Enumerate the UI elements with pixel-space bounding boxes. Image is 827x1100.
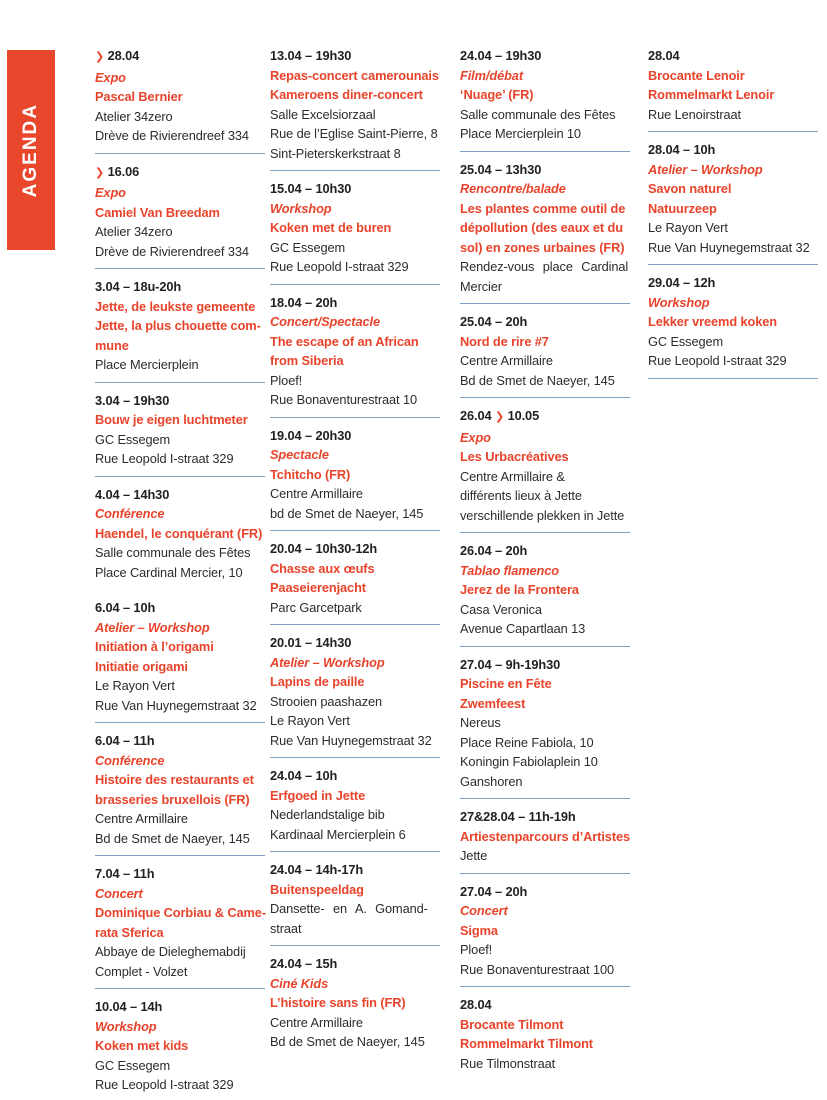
event-line-addr: Rue Leopold I-straat 329 [648,353,787,368]
event-line-addr: Rue Van Huynegemstraat 32 [95,697,257,713]
event-line-addr: Bd de Smet de Naeyer, 145 [460,372,615,388]
separator-line [95,855,265,856]
event-line-title: The escape of an African [270,333,419,349]
event-entry [460,995,636,1073]
event-line-addr: Rue de l’Eglise Saint-Pierre, 8 [270,126,438,141]
event-line-cat: Concert/Spectacle [270,314,380,329]
event-line-addr: Mercier [460,278,502,294]
event-line-date: 19.04 – 20h30 [270,427,352,443]
separator-line [270,757,440,758]
event-line-title: brasseries bruxellois (FR) [95,791,250,807]
event-line-addr: Bd de Smet de Naeyer, 145 [95,830,250,846]
event-line-addr: Centre Armillaire & [460,468,565,484]
event-line-date: 3.04 – 19h30 [95,392,170,408]
event-line-addr: straat [270,920,302,936]
event-line-title: Erfgoed in Jette [270,787,366,803]
event-entry [648,46,824,124]
event-line-title: Dominique Corbiau & Came- [95,905,266,920]
event-line-date: 20.01 – 14h30 [270,635,352,650]
event-line-cat: Rencontre/balade [460,181,566,196]
event-line-addr: Atelier 34zero [95,224,173,239]
event-column [648,46,824,387]
event-line-addr: Centre Armillaire [270,1014,363,1030]
event-line-cat: Workshop [95,1018,157,1034]
event-entry [460,882,636,980]
event-line-title: Bouw je eigen luchtmeter [95,412,248,427]
separator-line [95,476,265,477]
event-line-title: ‘Nuage’ (FR) [460,87,534,102]
event-entry [460,312,636,390]
event-entry [95,162,271,262]
event-line-title: Les plantes comme outil de [460,200,626,216]
event-line-addr: Ploef! [460,942,493,957]
event-entry [270,179,446,277]
event-line-title: Brocante Lenoir [648,67,745,83]
event-line-cat: Concert [460,903,508,918]
event-entry [270,293,446,410]
separator-line [95,589,265,590]
event-entry [460,46,636,144]
event-line-date: 27&28.04 – 11h-19h [460,809,576,824]
event-line-addr: Strooien paashazen [270,693,383,709]
event-line-date: 28.04 [460,997,492,1012]
event-line-date: 6.04 – 10h [95,600,156,615]
event-line-title: Camiel Van Breedam [95,204,220,220]
event-line-date: 24.04 – 19h30 [460,48,542,63]
event-line-addr: Nederlandstalige bib [270,807,385,822]
separator-line [270,851,440,852]
event-line-cat: Workshop [648,294,710,310]
event-line-addr: Rue Leopold I-straat 329 [95,451,234,466]
separator-line [270,170,440,171]
event-line-addr: Ganshoren [460,773,523,789]
event-line-addr: Bd de Smet de Naeyer, 145 [270,1034,425,1049]
event-line-title: Jerez de la Frontera [460,582,579,597]
event-column [270,46,446,1052]
event-line-title: Lekker vreemd koken [648,314,777,329]
event-line-date: 25.04 – 20h [460,314,528,329]
event-line-title: Artiestenparcours d’Artistes [460,828,631,844]
event-line-cat: Expo [95,69,126,85]
event-line-title: Jette, de leukste gemeente [95,298,256,314]
event-line-addr: Centre Armillaire [460,353,553,368]
event-line-addr: Avenue Capartlaan 13 [460,621,586,636]
event-line-date: 13.04 – 19h30 [270,48,352,63]
event-line-title: Brocante Tilmont [460,1016,564,1032]
event-line-cat: Tablao flamenco [460,562,560,578]
event-line-title: Koken met de buren [270,220,392,235]
event-line-addr: Drève de Rivierendreef 334 [95,128,249,143]
event-line-addr: bd de Smet de Naeyer, 145 [270,505,424,521]
event-line-cat: Expo [460,429,491,445]
event-line-title: L’histoire sans fin (FR) [270,995,406,1010]
event-line-addr: Le Rayon Vert [270,713,350,728]
event-line-title: sol) en zones urbaines (FR) [460,239,625,255]
event-line-addr: Le Rayon Vert [95,678,175,693]
event-line-title: Jette, la plus chouette com- [95,318,261,333]
event-line-date: 7.04 – 11h [95,866,155,881]
event-line-cat: Spectacle [270,447,329,462]
event-entry [460,807,636,866]
separator-line [95,382,265,383]
separator-line [460,303,630,304]
separator-line [270,945,440,946]
separator-line [270,624,440,625]
event-line-date: 27.04 – 9h-19h30 [460,656,561,672]
event-line-cat: Ciné Kids [270,975,329,991]
event-entry [95,864,271,981]
event-entry [270,633,446,750]
event-line-addr: Atelier 34zero [95,108,173,124]
event-line-addr: Salle communale des Fêtes [95,545,251,560]
event-line-date: ❯ 16.06 [95,163,140,179]
event-line-date: 20.04 – 10h30-12h [270,541,378,556]
event-line-date: 27.04 – 20h [460,883,528,899]
separator-line [460,532,630,533]
event-line-addr: Dansette- en A. Gomand- [270,901,428,916]
event-line-title: rata Sferica [95,924,164,940]
event-entry [648,273,824,371]
event-line-addr: Le Rayon Vert [648,220,728,235]
event-line-addr: Salle Excelsiorzaal [270,106,376,122]
event-line-title: Pascal Bernier [95,89,183,104]
event-line-addr: verschillende plekken in Jette [460,507,625,523]
separator-line [648,378,818,379]
separator-line [460,873,630,874]
event-line-addr: Rue Leopold I-straat 329 [95,1077,234,1092]
event-line-cat: Atelier – Workshop [95,619,210,635]
chevron-right-icon: ❯ [95,166,105,179]
event-line-date: 24.04 – 14h-17h [270,862,364,877]
chevron-right-icon: ❯ [95,51,105,63]
event-line-addr: Jette [460,848,488,863]
separator-line [270,417,440,418]
event-line-addr: Rue Van Huynegemstraat 32 [648,239,810,255]
event-entry [460,541,636,639]
event-entry [270,46,446,163]
event-line-addr: Rue Bonaventurestraat 10 [270,392,417,407]
event-line-title: Piscine en Fête [460,676,552,691]
event-column [460,46,636,1073]
event-line-addr: Abbaye de Dieleghemabdij [95,944,246,959]
event-line-title: Les Urbacréatives [460,449,569,464]
event-line-title: dépollution (des eaux et du [460,220,623,235]
event-line-title: from Siberia [270,353,344,368]
event-line-addr: Rue Leopold I-straat 329 [270,259,409,274]
event-line-addr: Casa Veronica [460,601,542,617]
event-line-date: 28.04 [648,48,680,63]
event-line-addr: Centre Armillaire [95,811,188,826]
event-line-addr: GC Essegem [648,333,724,349]
event-entry [270,766,446,844]
event-entry [460,655,636,792]
event-line-title: Nord de rire #7 [460,333,549,349]
event-line-cat: Atelier – Workshop [270,654,385,670]
event-line-title: Sigma [460,922,498,938]
separator-line [95,268,265,269]
event-entry [95,997,271,1095]
separator-line [95,988,265,989]
event-line-addr: Rue Tilmonstraat [460,1055,556,1071]
event-line-date: 29.04 – 12h [648,275,716,290]
event-line-addr: Rue Van Huynegemstraat 32 [270,732,432,748]
event-line-addr: Sint-Pieterskerkstraat 8 [270,145,401,161]
event-entry [95,485,271,583]
event-line-title: Koken met kids [95,1038,189,1053]
event-line-addr: Parc Garcetpark [270,599,362,615]
event-line-cat: Atelier – Workshop [648,161,763,177]
event-line-date: 24.04 – 10h [270,768,338,783]
event-line-title: Chasse aux œufs [270,560,375,576]
event-line-addr: Ploef! [270,372,303,388]
event-line-addr: Rue Bonaventurestraat 100 [460,961,615,977]
chevron-right-icon: ❯ [494,411,505,423]
event-line-title: Rommelmarkt Lenoir [648,87,775,102]
event-entry [270,954,446,1052]
event-line-title: Histoire des restaurants et [95,772,254,787]
event-entry [95,598,271,715]
event-line-date: 6.04 – 11h [95,733,155,748]
event-entry [270,860,446,938]
separator-line [270,284,440,285]
event-line-addr: GC Essegem [95,431,171,447]
event-line-title: Initiation à l’origami [95,639,214,654]
event-line-addr: Salle communale des Fêtes [460,106,616,122]
event-line-addr: GC Essegem [95,1057,171,1073]
event-line-addr: Rue Lenoirstraat [648,106,742,122]
agenda-banner [7,50,55,250]
event-line-date: ❯ 28.04 [95,48,140,63]
event-line-addr: Nereus [460,715,501,730]
separator-line [95,722,265,723]
event-line-date: 15.04 – 10h30 [270,181,352,196]
event-line-date: 4.04 – 14h30 [95,486,170,502]
separator-line [270,530,440,531]
event-line-date: 24.04 – 15h [270,956,338,971]
event-line-addr: Drève de Rivierendreef 334 [95,243,249,259]
separator-line [460,151,630,152]
agenda-banner-label: AGENDA [20,102,41,198]
event-line-title: Initiatie origami [95,658,188,674]
event-line-date: 10.04 – 14h [95,999,163,1014]
separator-line [460,798,630,799]
separator-line [460,646,630,647]
event-line-date: 25.04 – 13h30 [460,161,542,177]
event-entry [648,140,824,257]
event-line-title: Savon naturel [648,181,732,196]
event-line-title: Tchitcho (FR) [270,466,351,482]
separator-line [460,986,630,987]
separator-line [460,397,630,398]
event-entry [460,406,636,525]
event-column [95,46,271,1095]
event-line-date: 26.04 ❯ 10.05 [460,408,540,423]
event-line-date: 28.04 – 10h [648,142,716,157]
event-line-addr: Kardinaal Mercierplein 6 [270,826,406,842]
event-line-addr: différents lieux à Jette [460,488,582,503]
event-line-title: mune [95,337,129,353]
separator-line [648,131,818,132]
event-line-title: Kameroens diner-concert [270,87,423,102]
event-line-title: Haendel, le conquérant (FR) [95,525,263,541]
event-line-addr: Koningin Fabiolaplein 10 [460,754,598,769]
event-line-cat: Film/débat [460,67,523,83]
event-line-cat: Expo [95,185,126,200]
event-line-title: Repas-concert camerounais [270,67,439,83]
separator-line [95,153,265,154]
event-line-cat: Concert [95,885,143,901]
event-line-title: Natuurzeep [648,200,717,216]
event-entry [95,277,271,375]
event-line-addr: Centre Armillaire [270,486,363,501]
event-line-title: Paaseierenjacht [270,580,366,595]
event-line-title: Lapins de paille [270,674,365,689]
event-line-date: 18.04 – 20h [270,294,338,310]
event-line-addr: GC Essegem [270,239,346,255]
event-line-addr: Place Cardinal Mercier, 10 [95,564,243,580]
event-entry [460,160,636,297]
event-line-title: Zwemfeest [460,695,526,711]
event-line-cat: Conférence [95,506,165,521]
event-line-cat: Conférence [95,752,165,768]
separator-line [648,264,818,265]
event-line-title: Buitenspeeldag [270,881,364,897]
event-line-addr: Place Mercierplein 10 [460,126,581,141]
event-line-date: 26.04 – 20h [460,543,528,558]
event-line-title: Rommelmarkt Tilmont [460,1036,593,1051]
event-line-addr: Rendez-vous place Cardinal [460,259,629,274]
event-line-addr: Complet - Volzet [95,963,188,979]
event-entry [270,426,446,524]
event-line-addr: Place Reine Fabiola, 10 [460,734,594,750]
event-entry [95,391,271,469]
event-entry [270,539,446,617]
event-line-addr: Place Mercierplein [95,357,199,372]
event-entry [95,731,271,848]
event-entry [95,46,271,146]
event-line-date: 3.04 – 18u-20h [95,279,182,294]
event-line-cat: Workshop [270,200,332,216]
